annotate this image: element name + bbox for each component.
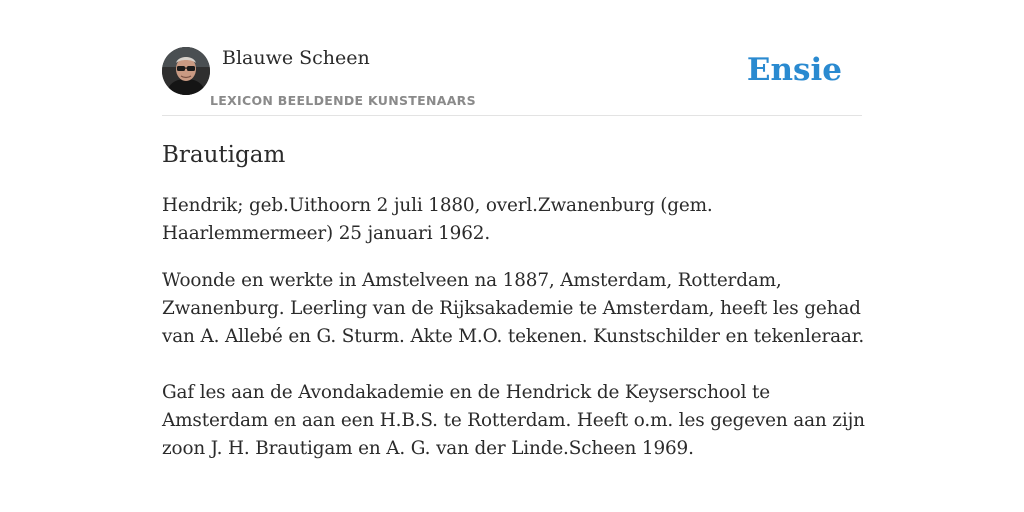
ensie-logo[interactable]: Ensie: [746, 52, 842, 88]
author-avatar[interactable]: [162, 47, 210, 95]
header: [162, 0, 862, 116]
collection-label[interactable]: LEXICON BEELDENDE KUNSTENAARS: [210, 93, 476, 108]
article-title: Brautigam: [162, 142, 286, 168]
article-paragraph: Woonde en werkte in Amstelveen na 1887, Amsterdam, Rotterdam, Zwanenburg. Leerling van de Rijksakademie te Amsterdam, heeft les gehad van A. Allebé en G. Sturm. Akte M.O. tekenen. Kunstschilder en tekenleraar.: [162, 270, 865, 347]
author-name[interactable]: Blauwe Scheen: [222, 47, 370, 69]
person-avatar-icon: [162, 47, 210, 95]
article-paragraph: Hendrik; geb.Uithoorn 2 juli 1880, overl.Zwanenburg (gem. Haarlemmermeer) 25 januari 1962.: [162, 195, 713, 244]
page: [162, 0, 865, 512]
article-paragraph: Gaf les aan de Avondakademie en de Hendrick de Keyserschool te Amsterdam en aan een H.B.S. te Rotterdam. Heeft o.m. les gegeven aan zijn zoon J. H. Brautigam en A. G. van der Linde.Scheen 1969.: [162, 382, 865, 459]
